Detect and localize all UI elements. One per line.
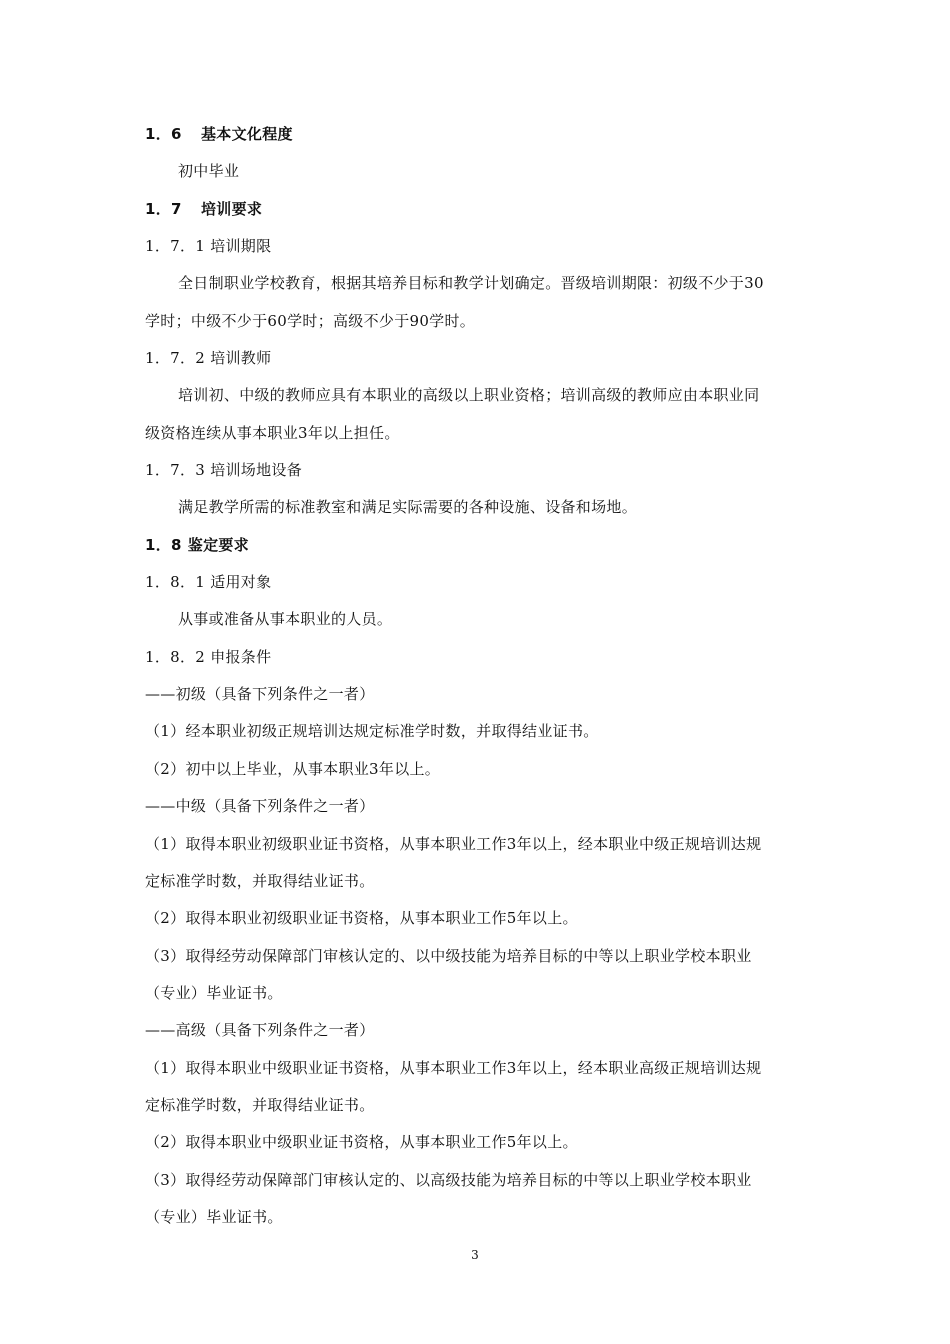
- list-item: （2）取得本职业中级职业证书资格，从事本职业工作5年以上。: [145, 1133, 578, 1151]
- heading-number: 1．7: [145, 200, 182, 218]
- subheading-1-8-1: 1．8．1 适用对象: [145, 573, 272, 591]
- paragraph: 全日制职业学校教育，根据其培养目标和教学计划确定。晋级培训期限：初级不少于30: [178, 274, 764, 292]
- list-item: （3）取得经劳动保障部门审核认定的、以高级技能为培养目标的中等以上职业学校本职业: [145, 1171, 752, 1189]
- list-item: （1）经本职业初级正规培训达规定标准学时数，并取得结业证书。: [145, 722, 599, 740]
- level-heading-senior: ——高级（具备下列条件之一者）: [145, 1021, 375, 1039]
- paragraph: 初中毕业: [178, 162, 240, 180]
- subheading-1-8-2: 1．8．2 申报条件: [145, 648, 272, 666]
- paragraph-continued: 学时；中级不少于60学时；高级不少于90学时。: [145, 312, 476, 330]
- paragraph: 从事或准备从事本职业的人员。: [178, 610, 393, 628]
- level-heading-junior: ——初级（具备下列条件之一者）: [145, 685, 375, 703]
- heading-1-8: [145, 535, 825, 555]
- heading-1-7: [145, 199, 825, 219]
- heading-number: 1．8: [145, 536, 182, 554]
- list-item: （1）取得本职业中级职业证书资格，从事本职业工作3年以上，经本职业高级正规培训达规: [145, 1059, 762, 1077]
- list-item: （1）取得本职业初级职业证书资格，从事本职业工作3年以上，经本职业中级正规培训达规: [145, 835, 762, 853]
- list-item-continued: 定标准学时数，并取得结业证书。: [145, 1096, 375, 1114]
- list-item-continued: （专业）毕业证书。: [145, 984, 283, 1002]
- list-item: （2）取得本职业初级职业证书资格，从事本职业工作5年以上。: [145, 909, 578, 927]
- subheading-1-7-2: 1．7．2 培训教师: [145, 349, 272, 367]
- heading-title: 基本文化程度: [201, 125, 293, 143]
- paragraph-continued: 级资格连续从事本职业3年以上担任。: [145, 424, 400, 442]
- list-item-continued: 定标准学时数，并取得结业证书。: [145, 872, 375, 890]
- heading-title: 培训要求: [201, 200, 263, 218]
- list-item: （3）取得经劳动保障部门审核认定的、以中级技能为培养目标的中等以上职业学校本职业: [145, 947, 752, 965]
- page-number: 3: [471, 1248, 479, 1262]
- heading-title: 鉴定要求: [187, 536, 249, 554]
- heading-1-6: [145, 124, 825, 144]
- list-item-continued: （专业）毕业证书。: [145, 1208, 283, 1226]
- level-heading-mid: ——中级（具备下列条件之一者）: [145, 797, 375, 815]
- paragraph: 培训初、中级的教师应具有本职业的高级以上职业资格；培训高级的教师应由本职业同: [178, 386, 760, 404]
- heading-number: 1．6: [145, 125, 182, 143]
- paragraph: 满足教学所需的标准教室和满足实际需要的各种设施、设备和场地。: [178, 498, 638, 516]
- list-item: （2）初中以上毕业，从事本职业3年以上。: [145, 760, 441, 778]
- subheading-1-7-3: 1．7．3 培训场地设备: [145, 461, 302, 479]
- subheading-1-7-1: 1．7．1 培训期限: [145, 237, 272, 255]
